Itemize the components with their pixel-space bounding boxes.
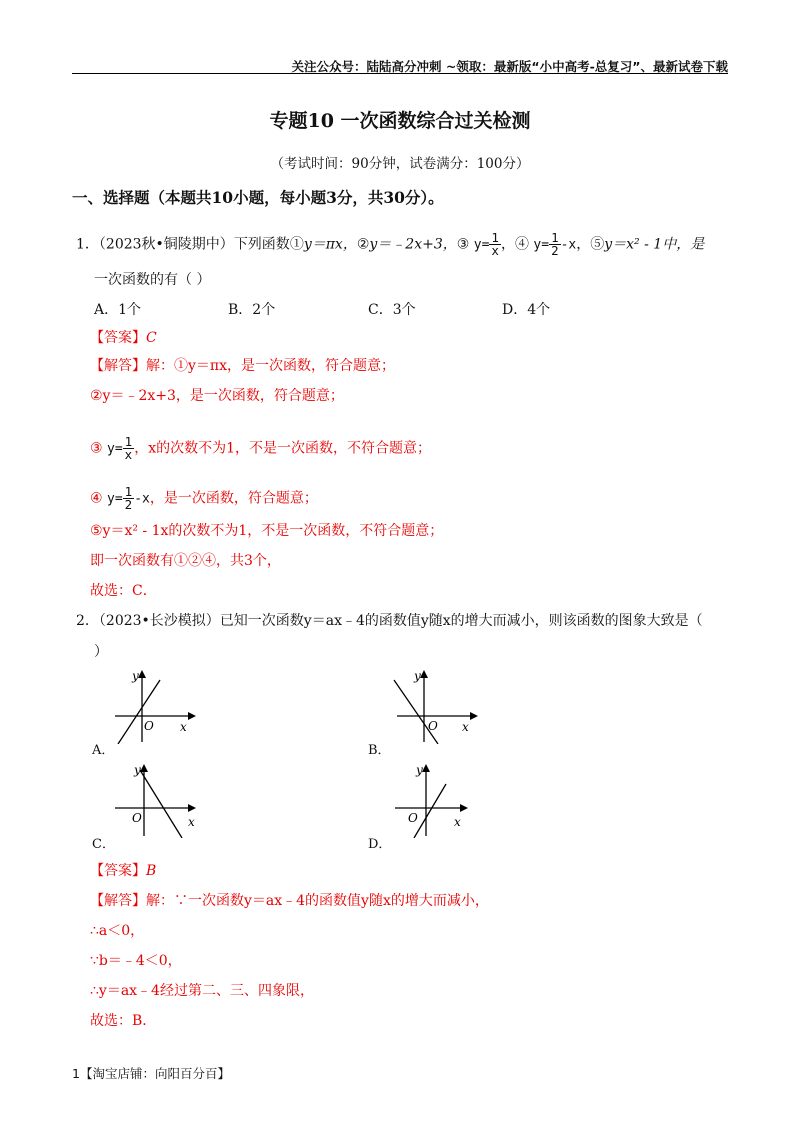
a3-num: 1: [124, 434, 133, 449]
q2-stem-line1: [76, 611, 703, 631]
a3-mark: ③: [90, 440, 103, 457]
q1-number: 1．: [76, 236, 99, 253]
q2-analysis-line5: 故选：B．: [90, 1013, 157, 1029]
graph-a-y-arrow: [138, 670, 146, 678]
graph-d-line: [414, 784, 446, 838]
exam-info: （考试时间：90分钟，试卷满分：100分）: [270, 156, 530, 172]
f5-mark: ⑤: [590, 236, 605, 253]
q1-answer-label: 【答案】: [90, 330, 146, 346]
header-divider: [72, 73, 728, 74]
q1-analysis-line4: [90, 486, 318, 511]
q2-answer-value: B: [146, 863, 157, 879]
a3-text: ，x的次数不为1，不是一次函数，不符合题意；: [134, 440, 432, 457]
q2-analysis-line3: ∵b＝﹣4＜0，: [90, 953, 182, 969]
graph-a: [110, 668, 200, 744]
q1-option-d: D．4个: [502, 302, 551, 318]
q2-source: （2023•长沙模拟）: [98, 613, 220, 629]
f3-lhs: y=: [473, 237, 490, 253]
a4-fraction: [123, 486, 135, 511]
f2-mark: ②: [356, 236, 370, 253]
q1-stem-text: 下列函数: [233, 236, 290, 253]
f2: y＝﹣2x+3，: [369, 236, 457, 253]
q1-analysis-line2: ②y＝﹣2x+3，是一次函数，符合题意；: [90, 388, 344, 404]
q1-analysis-line7: 故选：C．: [90, 583, 157, 599]
f3-fraction: [489, 232, 501, 257]
graph-c: [110, 762, 200, 838]
graph-a-line: [118, 680, 160, 744]
q2-stem-text: 已知一次函数y＝ax﹣4的函数值y随x的增大而减小，则该函数的图象大致是（: [219, 613, 703, 629]
q2-number: 2．: [76, 613, 99, 629]
graph-d-y-label: y: [416, 763, 423, 777]
a3-den: x: [124, 447, 133, 462]
graph-d-x-label: x: [454, 815, 461, 829]
q1-analysis-line3: [90, 436, 431, 461]
f3-end: ，: [500, 236, 515, 253]
graph-c-y-label: y: [134, 763, 141, 777]
f4-end: ，: [576, 236, 591, 253]
graph-c-x-arrow: [188, 804, 196, 812]
graph-b-label: B．: [368, 743, 391, 758]
f5: y＝x² - 1中，是: [604, 236, 705, 253]
a4-mark: ④: [90, 490, 103, 507]
graph-b-y-arrow: [420, 670, 428, 678]
a4-lhs: y=: [107, 491, 123, 507]
q2-answer-label: 【答案】: [90, 863, 146, 879]
graph-b: [392, 668, 482, 744]
graph-b-x-label: x: [462, 720, 469, 734]
a4-den: 2: [124, 497, 133, 512]
f3-num: 1: [491, 230, 499, 245]
q1-source: （2023秋•铜陵期中）: [98, 236, 234, 253]
a4-text: ，是一次函数，符合题意；: [149, 490, 318, 507]
q2-stem-line2: ）: [94, 644, 108, 660]
a3-lhs: y=: [107, 441, 123, 457]
graph-d-y-arrow: [422, 764, 430, 772]
graph-c-line: [140, 770, 182, 838]
graph-b-y-label: y: [414, 669, 421, 683]
q1-analysis-text1: 解：①y＝πx，是一次函数，符合题意；: [146, 358, 396, 374]
page-footer: 1【淘宝店铺：向阳百分百】: [72, 1066, 230, 1081]
graph-a-x-arrow: [188, 712, 196, 720]
q1-option-c: C．3个: [368, 302, 416, 318]
f4-rhs: -x: [560, 237, 577, 253]
q1-analysis-label: 【解答】: [90, 358, 146, 374]
graph-d-origin: O: [408, 811, 418, 825]
f4-fraction: [549, 232, 561, 257]
q2-analysis-label: 【解答】: [90, 893, 146, 909]
graph-d-x-arrow: [460, 804, 468, 812]
f4-mark: ④: [514, 236, 529, 253]
q1-analysis-line1: [90, 356, 395, 376]
f4-num: 1: [551, 230, 559, 245]
q2-analysis-line1: [90, 891, 489, 911]
f3-den: x: [491, 243, 499, 258]
graph-b-line: [394, 680, 438, 744]
q1-analysis-line6: 即一次函数有①②④，共3个，: [90, 553, 281, 569]
graph-b-x-arrow: [470, 712, 478, 720]
graph-b-origin: O: [428, 719, 438, 733]
graph-a-label: A．: [92, 743, 115, 758]
q2-answer: [90, 861, 156, 881]
q2-analysis-text1: 解：∵一次函数y＝ax﹣4的函数值y随x的增大而减小，: [146, 893, 489, 909]
section-heading: 一、选择题（本题共10小题，每小题3分，共30分）。: [72, 188, 444, 207]
f4-den: 2: [551, 243, 559, 258]
a4-num: 1: [124, 484, 133, 499]
page-title: 专题10 一次函数综合过关检测: [269, 110, 531, 132]
graph-d: [390, 762, 480, 838]
f4-lhs: y=: [533, 237, 550, 253]
q1-answer-value: C: [146, 330, 157, 346]
q1-stem-line1: [76, 232, 704, 257]
page-header: 关注公众号：陆陆高分冲刺 ~领取：最新版“小中高考-总复习”、最新试卷下载: [291, 59, 728, 74]
graph-d-label: D．: [368, 837, 392, 852]
a3-fraction: [123, 436, 135, 461]
q1-answer: [90, 328, 157, 348]
graph-c-origin: O: [132, 811, 142, 825]
f3-mark: ③: [456, 236, 470, 253]
f1-mark: ①: [289, 236, 304, 253]
q2-analysis-line2: ∴a＜0，: [90, 923, 145, 939]
q1-option-b: B．2个: [228, 302, 276, 318]
q1-analysis-line5: ⑤y＝x² - 1x的次数不为1，不是一次函数，不符合题意；: [90, 523, 444, 539]
q2-analysis-line4: ∴y＝ax﹣4经过第二、三、四象限，: [90, 983, 314, 999]
graph-a-origin: O: [144, 719, 154, 733]
q1-stem-line2: 一次函数的有（ ）: [94, 272, 211, 288]
q1-option-a: A．1个: [94, 302, 142, 318]
graph-c-label: C．: [92, 837, 115, 852]
graph-a-x-label: x: [180, 720, 187, 734]
f1: y＝πx，: [303, 236, 357, 253]
a4-rhs: -x: [134, 491, 150, 507]
graph-a-y-label: y: [132, 669, 139, 683]
graph-c-x-label: x: [188, 815, 195, 829]
